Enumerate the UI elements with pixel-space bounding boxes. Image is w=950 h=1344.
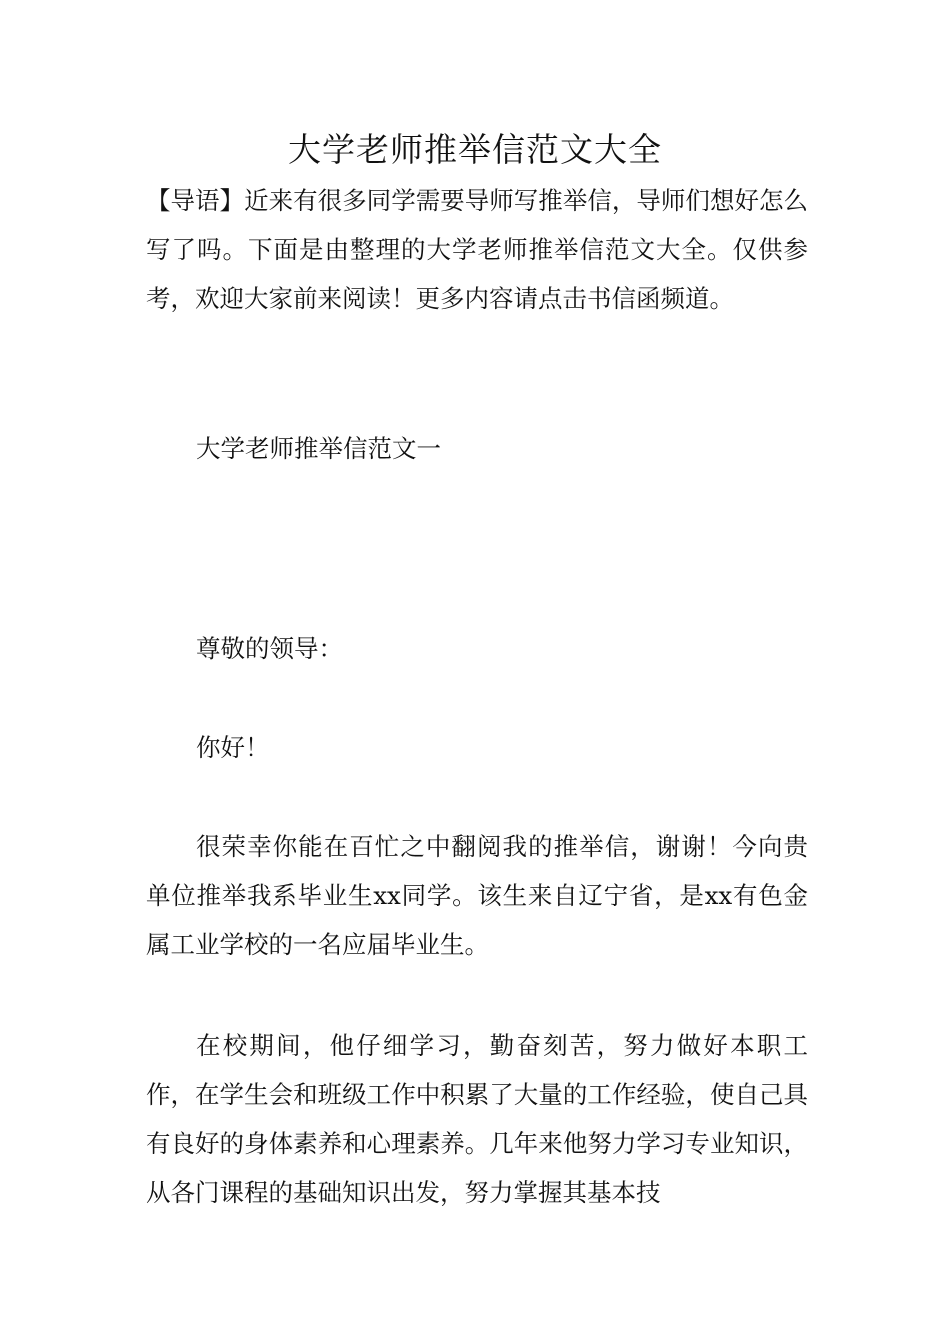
document-title: 大学老师推举信范文大全 [288, 130, 662, 169]
body-paragraph-2: 在校期间，他仔细学习，勤奋刻苦，努力做好本职工作，在学生会和班级工作中积累了大量的工作经验，使自己具有良好的身体素养和心理素养。几年来他努力学习专业知识，从各门课程的基础知识出发，努力掌握其基本技 [146, 1031, 808, 1207]
salutation: 尊敬的领导： [196, 634, 343, 663]
greeting: 你好！ [196, 733, 270, 762]
intro-paragraph: 【导语】近来有很多同学需要导师写推举信，导师们想好怎么写了吗。下面是由整理的大学老师推举信范文大全。仅供参考，欢迎大家前来阅读！更多内容请点击书信函频道。 [146, 186, 808, 313]
body-paragraph-1: 很荣幸你能在百忙之中翻阅我的推举信，谢谢！今向贵单位推举我系毕业生xx同学。该生来自辽宁省，是xx有色金属工业学校的一名应届毕业生。 [146, 832, 808, 959]
section-subtitle: 大学老师推举信范文一 [196, 434, 441, 463]
